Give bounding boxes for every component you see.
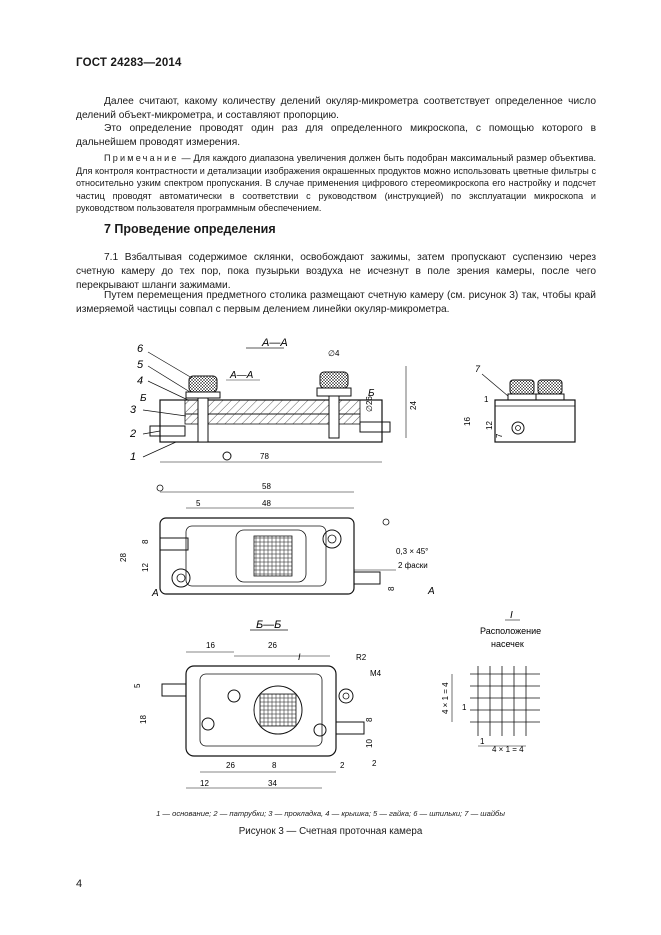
- section-aa-title: А—А: [262, 337, 288, 349]
- dim-side-12: 12: [485, 421, 494, 430]
- left-nut: [189, 376, 217, 392]
- part-label-4: 4: [137, 375, 144, 387]
- part-label-6: 6: [137, 343, 144, 355]
- detail-ref: I: [298, 652, 301, 662]
- dim-bb-26: 26: [268, 641, 277, 650]
- dim-bb-8b: 8: [272, 761, 277, 770]
- detail-i-view: [441, 610, 541, 754]
- top-view: [119, 482, 435, 599]
- right-pipe: [360, 422, 390, 432]
- part-label-1: 1: [130, 451, 137, 463]
- document-code: ГОСТ 24283—2014: [76, 57, 182, 69]
- part-label-3: 3: [130, 404, 137, 416]
- cut-b-left: Б: [140, 393, 147, 404]
- dim-bb-18: 18: [139, 715, 148, 724]
- note-text: — Для каждого диапазона увеличения должен быть подобран максимальный размер объектива. Для контроля контрастности и детализации изображения окрашенных продуктов можно использовать цветные фильтры с относительно узким спектром пропускания. В случае применения цифрового стереомикроскопа его настройку и подсчет частиц проводят автоматически в соответствии с руководством (инструкцией) по эксплуатации микроскопа и руководством пользователя программным обеспечением.: [76, 153, 596, 214]
- detail-title-line-1: Расположение: [480, 626, 542, 636]
- part-label-7: 7: [475, 364, 481, 374]
- section-bb-view: [133, 619, 382, 788]
- right-nut: [320, 372, 348, 388]
- dim-side-1: 1: [484, 395, 489, 404]
- dim-d26: ∅26: [365, 396, 374, 412]
- detail-dim-horizontal: 4 × 1 = 4: [492, 745, 524, 754]
- paragraph-proportion: Далее считают, какому количеству делений окуляр-микрометра соответствует определенное число делений объект-микрометра, и составляют пропорцию.: [76, 96, 596, 121]
- dim-m4: M4: [370, 669, 382, 678]
- left-pipe: [150, 426, 185, 436]
- dim-bb-16: 16: [206, 641, 215, 650]
- detail-dim-1a: 1: [462, 703, 467, 712]
- dim-bb-2: 2: [372, 759, 377, 768]
- paragraph-once: Это определение проводят один раз для определенного микроскопа, с помощью которого в дальнейшем проводят измерения.: [76, 123, 596, 148]
- detail-title-label: I: [510, 610, 513, 621]
- dim-side-7: 7: [495, 433, 504, 438]
- counting-grid: [254, 536, 292, 576]
- note-block: [76, 152, 596, 215]
- detail-dim-1b: 1: [480, 737, 485, 746]
- dim-bb-2b: 2: [340, 761, 345, 770]
- dim-48: 48: [262, 499, 271, 508]
- detail-dim-vertical: 4 × 1 = 4: [441, 682, 450, 714]
- section-aa-view: [129, 337, 418, 463]
- dim-r2: R2: [356, 653, 367, 662]
- dim-24: 24: [409, 401, 418, 410]
- dim-bb-8: 8: [365, 717, 374, 722]
- dim-bb-26b: 26: [226, 761, 235, 770]
- note-label: Примечание: [104, 153, 179, 163]
- cut-a-left: А: [152, 588, 159, 599]
- bb-grid: [260, 694, 296, 726]
- chamfer-dim: 0,3 × 45°: [396, 547, 429, 556]
- dim-bb-34: 34: [268, 779, 277, 788]
- dim-5: 5: [196, 499, 201, 508]
- dim-bb-12: 12: [200, 779, 209, 788]
- side-view: [463, 364, 575, 442]
- dim-d4: ∅4: [328, 349, 340, 358]
- figure-3-drawing: [0, 326, 661, 806]
- chamfer-count: 2 фаски: [398, 561, 428, 570]
- detail-grid-lines: [470, 666, 540, 736]
- dim-8-left: 8: [141, 539, 150, 544]
- dim-bb-10: 10: [365, 739, 374, 748]
- detail-title-line-2: насечек: [491, 639, 524, 649]
- part-label-2: 2: [130, 428, 137, 440]
- dim-28: 28: [119, 553, 128, 562]
- dim-side-16: 16: [463, 417, 472, 426]
- dim-bb-5: 5: [133, 683, 142, 688]
- dim-8-right: 8: [387, 586, 396, 591]
- page-number: 4: [76, 878, 83, 890]
- dim-12-left: 12: [141, 563, 150, 572]
- part-label-5: 5: [137, 359, 144, 371]
- figure-caption: Рисунок 3 — Счетная проточная камера: [238, 826, 423, 837]
- paragraph-7-1: 7.1 Взбалтывая содержимое склянки, освобождают зажимы, затем пропускают суспензию через счетную камеру до тех пор, пока пузырьки воздуха не исчезнут в поле зрения камеры, после чего перекрывают шланги зажимами.: [76, 252, 596, 291]
- cut-b-right: Б: [368, 388, 375, 399]
- dim-78: 78: [260, 452, 269, 461]
- figure-legend: 1 — основание; 2 — патрубки; 3 — прокладка, 4 — крышка; 5 — гайка; 6 — шпильки; 7 — шайбы: [156, 809, 505, 818]
- dim-58: 58: [262, 482, 271, 491]
- cut-a-right: А: [428, 586, 435, 597]
- paragraph-placement: Путем перемещения предметного столика размещают счетную камеру (см. рисунок 3) так, чтобы край измеряемой частицы совпал с первым делением линейки окуляр-микрометра.: [76, 290, 596, 315]
- section-title: 7 Проведение определения: [104, 222, 276, 236]
- section-aa-inner: А—А: [230, 370, 254, 381]
- section-bb-title: Б—Б: [256, 619, 282, 631]
